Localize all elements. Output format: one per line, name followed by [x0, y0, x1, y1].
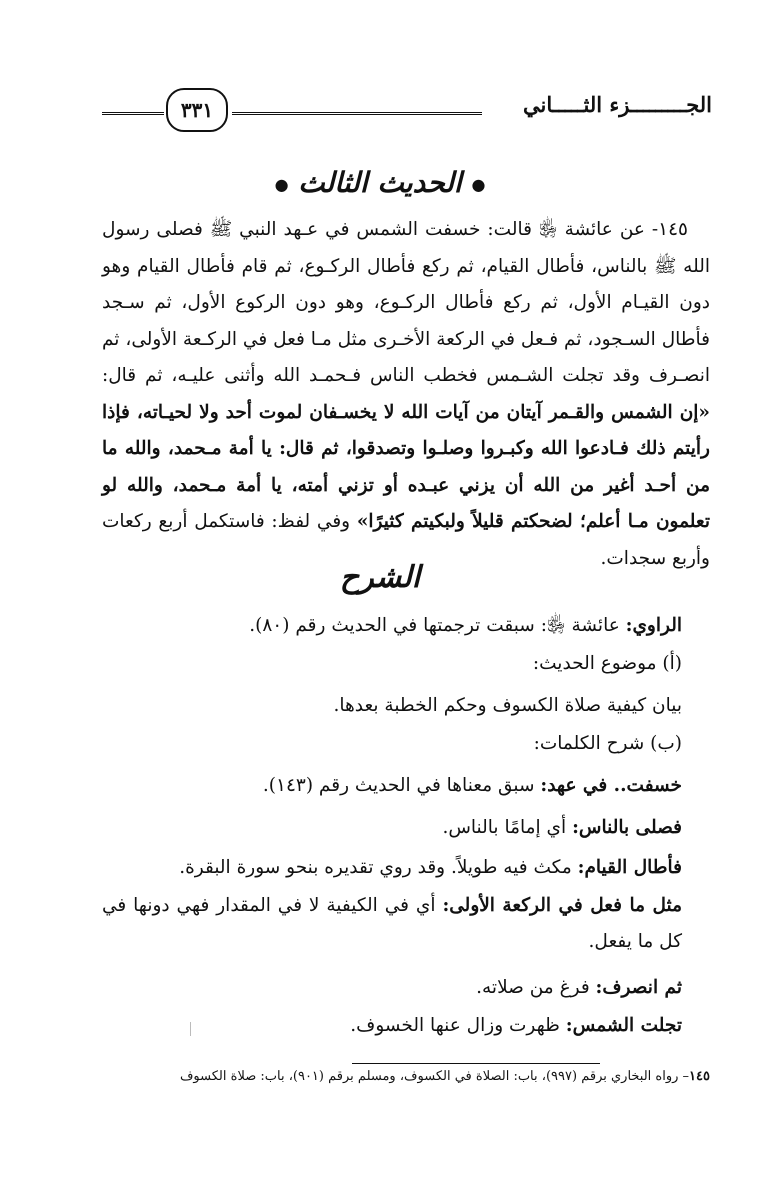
header-rule-left	[102, 112, 164, 115]
word-text: مكث فيه طويلاً. وقد روي تقديره بنحو سورة البقرة.	[179, 857, 578, 878]
word-entry	[102, 810, 682, 846]
footnote-rule	[352, 1063, 600, 1064]
topic-heading: (أ) موضوع الحديث:	[532, 653, 682, 674]
narrator-text: عائشة ﵂: سبقت ترجمتها في الحديث رقم (٨٠).	[249, 615, 626, 636]
topic-text: بيان كيفية صلاة الكسوف وحكم الخطبة بعدها.	[333, 695, 682, 716]
hadith-quote: «إن الشمس والقـمر آيتان من آيات الله لا يخسـفان لموت أحد ولا لحيـاته، فإذا رأيتم ذلك فـادعوا الله وكبـروا وصلـوا وتصدقوا، ثم قال: يا أمة مـحمد، والله ما من أحـد أغير من الله أن يزني عبـده أو تزني أمته، يا أمة مـحمد، والله لو تعلمون مـا أعلم؛ لضحكتم قليلاً ولبكيتم كثيرًا»	[102, 401, 710, 532]
words-heading: (ب) شرح الكلمات:	[533, 733, 682, 754]
word-entry	[102, 850, 682, 886]
word-text: ظهرت وزال عنها الخسوف.	[350, 1015, 566, 1036]
hadith-intro: عن عائشة ﵂ قالت: خسفت الشمس في عـهد النبي ﷺ فصلى رسول الله ﷺ بالناس، فأطال القيام، ثم ركع فأطال الركـوع، ثم قام فأطال القيام وهو دون القيـام الأول، ثم ركع فأطال الركـوع، وهو دون الركوع الأول، ثم سـجد فأطال السـجود، ثم فـعل في الركعة الأخـرى مثل مـا فعل في الركـعة الأولى، ثم انصـرف وقد تجلت الشـمس فخطب الناس فـحمـد الله وأثنى عليـه، ثم قال:	[102, 219, 710, 386]
word-entry	[102, 888, 682, 960]
word-entry	[102, 768, 682, 804]
commentary-title: الشرح	[339, 560, 421, 595]
page-number: ٣٣١	[180, 98, 214, 122]
print-speck	[190, 1022, 191, 1036]
word-term: فأطال القيام:	[577, 857, 682, 878]
word-text: سبق معناها في الحديث رقم (١٤٣).	[262, 775, 541, 796]
word-entry	[102, 970, 682, 1006]
narrator-line	[102, 608, 682, 644]
narrator-label: الراوي:	[625, 615, 682, 636]
word-text: أي إمامًا بالناس.	[442, 817, 573, 838]
hadith-outro: وفي لفظ: فاستكمل أربع ركعات وأربع سجدات.	[102, 511, 710, 569]
page-number-frame	[166, 88, 228, 132]
hadith-number: ١٤٥-	[644, 219, 688, 240]
word-term: تجلت الشمس:	[565, 1015, 682, 1036]
footnote	[100, 1066, 710, 1088]
running-header: الجـــــــــزء الثـــــاني	[522, 92, 712, 117]
section-title-text: الحديث الثالث	[298, 166, 462, 199]
word-term: مثل ما فعل في الركعة الأولى:	[442, 895, 682, 916]
footnote-text: – رواه البخاري برقم (٩٩٧)، باب: الصلاة في الكسوف، ومسلم برقم (٩٠١)، باب: صلاة الكسوف	[179, 1069, 690, 1084]
bullet-icon: ●	[471, 175, 486, 194]
word-entry	[102, 1008, 682, 1044]
footnote-number: ١٤٥	[689, 1069, 710, 1084]
word-text: فرغ من صلاته.	[476, 977, 596, 998]
bullet-icon: ●	[274, 175, 289, 194]
hadith-text	[102, 212, 710, 577]
header-rule-right	[232, 112, 482, 115]
word-term: فصلى بالناس:	[572, 817, 682, 838]
word-term: ثم انصرف:	[595, 977, 682, 998]
word-text: أي في الكيفية لا في المقدار فهي دونها في كل ما يفعل.	[102, 895, 682, 952]
word-term: خسفت.. في عهد:	[540, 775, 682, 796]
section-title	[0, 166, 760, 199]
